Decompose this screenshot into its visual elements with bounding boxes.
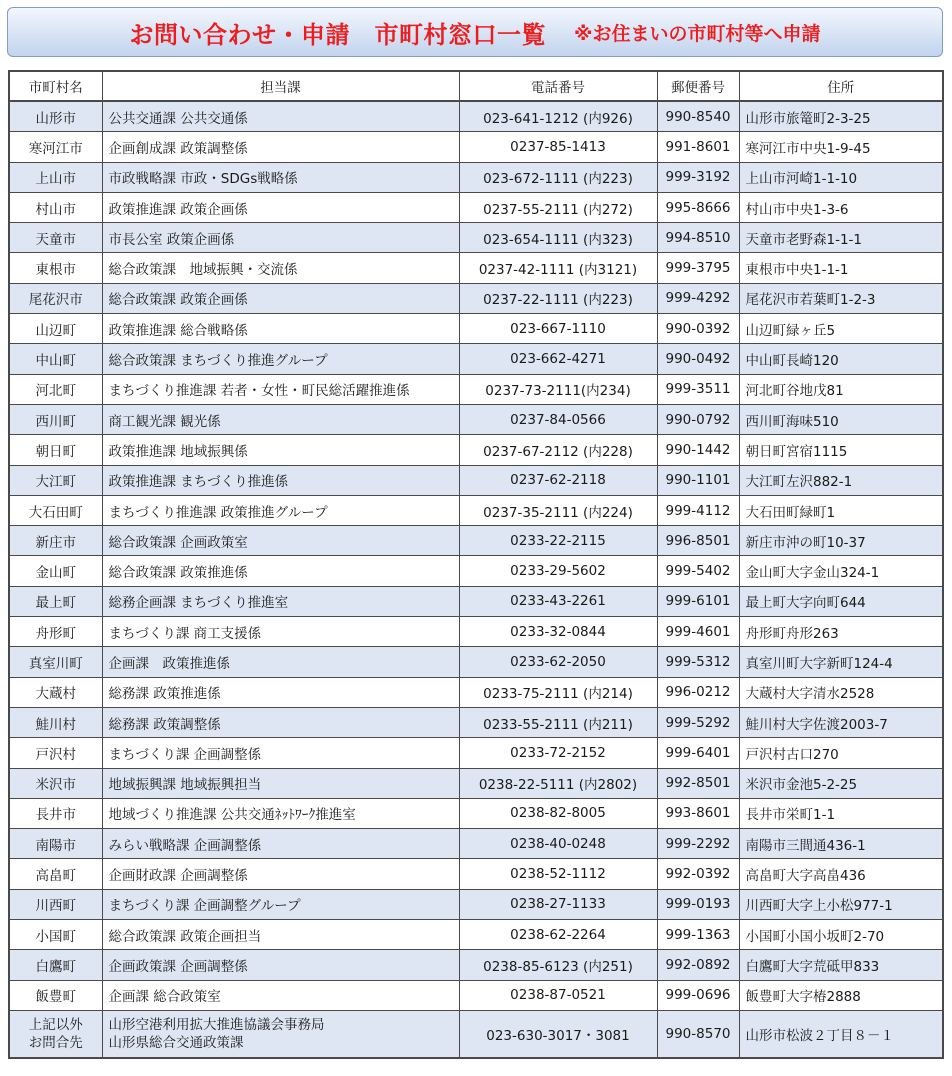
municipality-cell: 金山町 bbox=[9, 556, 102, 586]
phone-cell: 0238-62-2264 bbox=[459, 920, 657, 950]
zip-cell: 992-0392 bbox=[657, 859, 739, 889]
title-note: ※お住まいの市町村等へ申請 bbox=[574, 22, 821, 45]
phone-cell: 0233-22-2115 bbox=[459, 526, 657, 556]
phone-cell: 0237-67-2112 (内228) bbox=[459, 435, 657, 465]
address-cell: 白鷹町大字荒砥甲833 bbox=[739, 950, 943, 980]
department-cell: 企画課 総合政策室 bbox=[102, 980, 459, 1010]
municipality-cell: 最上町 bbox=[9, 586, 102, 616]
phone-cell: 0237-55-2111 (内272) bbox=[459, 192, 657, 222]
department-cell: 政策推進課 政策企画係 bbox=[102, 192, 459, 222]
address-cell: 尾花沢市若葉町1-2-3 bbox=[739, 283, 943, 313]
phone-cell: 0238-52-1112 bbox=[459, 859, 657, 889]
zip-cell: 990-8540 bbox=[657, 101, 739, 132]
address-cell: 新庄市沖の町10-37 bbox=[739, 526, 943, 556]
address-cell: 南陽市三間通436-1 bbox=[739, 829, 943, 859]
other-contact-zip: 990-8570 bbox=[657, 1010, 739, 1058]
municipality-cell: 西川町 bbox=[9, 404, 102, 434]
header-department: 担当課 bbox=[102, 71, 459, 101]
address-cell: 河北町谷地戊81 bbox=[739, 374, 943, 404]
zip-cell: 994-8510 bbox=[657, 223, 739, 253]
zip-cell: 999-5402 bbox=[657, 556, 739, 586]
phone-cell: 0237-85-1413 bbox=[459, 132, 657, 162]
department-cell: 総務課 政策推進係 bbox=[102, 677, 459, 707]
table-row bbox=[9, 223, 943, 253]
municipality-cell: 山形市 bbox=[9, 101, 102, 132]
zip-cell: 999-5292 bbox=[657, 707, 739, 737]
table-row bbox=[9, 495, 943, 525]
department-cell: 企画創成課 政策調整係 bbox=[102, 132, 459, 162]
table-row bbox=[9, 556, 943, 586]
other-contact-name-line2: お問合先 bbox=[28, 1034, 83, 1051]
phone-cell: 0237-42-1111 (内3121) bbox=[459, 253, 657, 283]
municipality-cell: 天童市 bbox=[9, 223, 102, 253]
phone-cell: 0238-22-5111 (内2802) bbox=[459, 768, 657, 798]
department-cell: 総合政策課 地域振興・交流係 bbox=[102, 253, 459, 283]
address-cell: 東根市中央1-1-1 bbox=[739, 253, 943, 283]
table-row bbox=[9, 647, 943, 677]
address-cell: 山辺町緑ヶ丘5 bbox=[739, 314, 943, 344]
phone-cell: 0238-40-0248 bbox=[459, 829, 657, 859]
municipality-cell: 大蔵村 bbox=[9, 677, 102, 707]
department-cell: 地域振興課 地域振興担当 bbox=[102, 768, 459, 798]
phone-cell: 023-641-1212 (内926) bbox=[459, 101, 657, 132]
zip-cell: 999-0696 bbox=[657, 980, 739, 1010]
zip-cell: 999-3795 bbox=[657, 253, 739, 283]
table-row bbox=[9, 526, 943, 556]
department-cell: 市長公室 政策企画係 bbox=[102, 223, 459, 253]
zip-cell: 990-1442 bbox=[657, 435, 739, 465]
address-cell: 寒河江市中央1-9-45 bbox=[739, 132, 943, 162]
department-cell: 総合政策課 政策推進係 bbox=[102, 556, 459, 586]
department-cell: 企画政策課 企画調整係 bbox=[102, 950, 459, 980]
municipality-cell: 新庄市 bbox=[9, 526, 102, 556]
phone-cell: 0237-22-1111 (内223) bbox=[459, 283, 657, 313]
zip-cell: 996-0212 bbox=[657, 677, 739, 707]
zip-cell: 990-0392 bbox=[657, 314, 739, 344]
zip-cell: 991-8601 bbox=[657, 132, 739, 162]
phone-cell: 0233-55-2111 (内211) bbox=[459, 707, 657, 737]
municipality-cell: 中山町 bbox=[9, 344, 102, 374]
table-row bbox=[9, 738, 943, 768]
phone-cell: 023-672-1111 (内223) bbox=[459, 162, 657, 192]
department-cell: 政策推進課 地域振興係 bbox=[102, 435, 459, 465]
phone-cell: 0233-32-0844 bbox=[459, 617, 657, 647]
municipality-cell: 南陽市 bbox=[9, 829, 102, 859]
other-contact-name-line1: 上記以外 bbox=[28, 1016, 83, 1033]
other-contact-phone: 023-630-3017・3081 bbox=[459, 1010, 657, 1058]
department-cell: 政策推進課 まちづくり推進係 bbox=[102, 465, 459, 495]
table-row bbox=[9, 374, 943, 404]
other-contact-department-line2: 山形県総合交通政策課 bbox=[108, 1034, 244, 1051]
address-cell: 朝日町宮宿1115 bbox=[739, 435, 943, 465]
header-phone: 電話番号 bbox=[459, 71, 657, 101]
header-address: 住所 bbox=[739, 71, 943, 101]
zip-cell: 999-0193 bbox=[657, 889, 739, 919]
zip-cell: 999-3511 bbox=[657, 374, 739, 404]
phone-cell: 0238-85-6123 (内251) bbox=[459, 950, 657, 980]
municipality-cell: 川西町 bbox=[9, 889, 102, 919]
contact-table bbox=[8, 70, 944, 1059]
phone-cell: 0237-62-2118 bbox=[459, 465, 657, 495]
address-cell: 長井市栄町1-1 bbox=[739, 798, 943, 828]
address-cell: 大蔵村大字清水2528 bbox=[739, 677, 943, 707]
phone-cell: 0233-62-2050 bbox=[459, 647, 657, 677]
phone-cell: 0238-27-1133 bbox=[459, 889, 657, 919]
department-cell: みらい戦略課 企画調整係 bbox=[102, 829, 459, 859]
zip-cell: 999-6401 bbox=[657, 738, 739, 768]
address-cell: 戸沢村古口270 bbox=[739, 738, 943, 768]
municipality-cell: 上山市 bbox=[9, 162, 102, 192]
other-contact-name bbox=[9, 1010, 102, 1058]
table-row bbox=[9, 314, 943, 344]
address-cell: 中山町長崎120 bbox=[739, 344, 943, 374]
address-cell: 米沢市金池5-2-25 bbox=[739, 768, 943, 798]
zip-cell: 999-4112 bbox=[657, 495, 739, 525]
municipality-cell: 山辺町 bbox=[9, 314, 102, 344]
table-row bbox=[9, 162, 943, 192]
zip-cell: 990-1101 bbox=[657, 465, 739, 495]
address-cell: 高畠町大字高畠436 bbox=[739, 859, 943, 889]
address-cell: 鮭川村大字佐渡2003-7 bbox=[739, 707, 943, 737]
phone-cell: 023-667-1110 bbox=[459, 314, 657, 344]
phone-cell: 023-662-4271 bbox=[459, 344, 657, 374]
zip-cell: 993-8601 bbox=[657, 798, 739, 828]
table-row bbox=[9, 829, 943, 859]
other-contact-department bbox=[102, 1010, 459, 1058]
phone-cell: 0237-35-2111 (内224) bbox=[459, 495, 657, 525]
phone-cell: 023-654-1111 (内323) bbox=[459, 223, 657, 253]
phone-cell: 0233-29-5602 bbox=[459, 556, 657, 586]
municipality-cell: 村山市 bbox=[9, 192, 102, 222]
department-cell: 総合政策課 政策企画係 bbox=[102, 283, 459, 313]
table-row bbox=[9, 465, 943, 495]
table-row bbox=[9, 677, 943, 707]
table-row bbox=[9, 889, 943, 919]
zip-cell: 999-4292 bbox=[657, 283, 739, 313]
department-cell: まちづくり推進課 若者・女性・町民総活躍推進係 bbox=[102, 374, 459, 404]
municipality-cell: 白鷹町 bbox=[9, 950, 102, 980]
table-row bbox=[9, 253, 943, 283]
header-municipality: 市町村名 bbox=[9, 71, 102, 101]
department-cell: 地域づくり推進課 公共交通ﾈｯﾄﾜｰｸ推進室 bbox=[102, 798, 459, 828]
department-cell: 総務企画課 まちづくり推進室 bbox=[102, 586, 459, 616]
municipality-cell: 真室川町 bbox=[9, 647, 102, 677]
table-row bbox=[9, 435, 943, 465]
address-cell: 大江町左沢882-1 bbox=[739, 465, 943, 495]
department-cell: 総務課 政策調整係 bbox=[102, 707, 459, 737]
municipality-cell: 舟形町 bbox=[9, 617, 102, 647]
address-cell: 西川町海味510 bbox=[739, 404, 943, 434]
department-cell: 総合政策課 まちづくり推進グループ bbox=[102, 344, 459, 374]
zip-cell: 999-5312 bbox=[657, 647, 739, 677]
phone-cell: 0233-75-2111 (内214) bbox=[459, 677, 657, 707]
title-banner bbox=[7, 7, 943, 57]
table-row bbox=[9, 798, 943, 828]
municipality-cell: 寒河江市 bbox=[9, 132, 102, 162]
department-cell: 総合政策課 企画政策室 bbox=[102, 526, 459, 556]
department-cell: 政策推進課 総合戦略係 bbox=[102, 314, 459, 344]
municipality-cell: 戸沢村 bbox=[9, 738, 102, 768]
zip-cell: 996-8501 bbox=[657, 526, 739, 556]
zip-cell: 999-1363 bbox=[657, 920, 739, 950]
municipality-cell: 高畠町 bbox=[9, 859, 102, 889]
address-cell: 天童市老野森1-1-1 bbox=[739, 223, 943, 253]
address-cell: 飯豊町大字椿2888 bbox=[739, 980, 943, 1010]
department-cell: 企画財政課 企画調整係 bbox=[102, 859, 459, 889]
department-cell: まちづくり課 商工支援係 bbox=[102, 617, 459, 647]
address-cell: 真室川町大字新町124-4 bbox=[739, 647, 943, 677]
department-cell: まちづくり課 企画調整係 bbox=[102, 738, 459, 768]
table-row bbox=[9, 404, 943, 434]
phone-cell: 0233-43-2261 bbox=[459, 586, 657, 616]
table-row bbox=[9, 192, 943, 222]
table-row bbox=[9, 132, 943, 162]
table-row bbox=[9, 980, 943, 1010]
address-cell: 村山市中央1-3-6 bbox=[739, 192, 943, 222]
address-cell: 金山町大字金山324-1 bbox=[739, 556, 943, 586]
address-cell: 山形市旅篭町2-3-25 bbox=[739, 101, 943, 132]
table-row bbox=[9, 283, 943, 313]
municipality-cell: 小国町 bbox=[9, 920, 102, 950]
table-row bbox=[9, 707, 943, 737]
address-cell: 上山市河崎1-1-10 bbox=[739, 162, 943, 192]
table-header-row bbox=[9, 71, 943, 101]
zip-cell: 992-0892 bbox=[657, 950, 739, 980]
department-cell: 企画課 政策推進係 bbox=[102, 647, 459, 677]
table-row bbox=[9, 344, 943, 374]
table-row bbox=[9, 950, 943, 980]
municipality-cell: 飯豊町 bbox=[9, 980, 102, 1010]
municipality-cell: 河北町 bbox=[9, 374, 102, 404]
phone-cell: 0238-87-0521 bbox=[459, 980, 657, 1010]
address-cell: 小国町小国小坂町2-70 bbox=[739, 920, 943, 950]
department-cell: 商工観光課 観光係 bbox=[102, 404, 459, 434]
page-title: お問い合わせ・申請 市町村窓口一覧 bbox=[129, 20, 546, 49]
municipality-cell: 大石田町 bbox=[9, 495, 102, 525]
other-contact-department-line1: 山形空港利用拡大推進協議会事務局 bbox=[108, 1016, 325, 1033]
municipality-cell: 朝日町 bbox=[9, 435, 102, 465]
table-row bbox=[9, 920, 943, 950]
municipality-cell: 長井市 bbox=[9, 798, 102, 828]
phone-cell: 0238-82-8005 bbox=[459, 798, 657, 828]
department-cell: 公共交通課 公共交通係 bbox=[102, 101, 459, 132]
zip-cell: 990-0492 bbox=[657, 344, 739, 374]
municipality-cell: 東根市 bbox=[9, 253, 102, 283]
table-row bbox=[9, 768, 943, 798]
table-row bbox=[9, 101, 943, 132]
municipality-cell: 米沢市 bbox=[9, 768, 102, 798]
table-row bbox=[9, 617, 943, 647]
municipality-cell: 大江町 bbox=[9, 465, 102, 495]
phone-cell: 0237-73-2111(内234) bbox=[459, 374, 657, 404]
table-row-other-contact bbox=[9, 1010, 943, 1058]
municipality-cell: 鮭川村 bbox=[9, 707, 102, 737]
table-row bbox=[9, 586, 943, 616]
phone-cell: 0233-72-2152 bbox=[459, 738, 657, 768]
zip-cell: 999-3192 bbox=[657, 162, 739, 192]
zip-cell: 999-4601 bbox=[657, 617, 739, 647]
other-contact-address: 山形市松波２丁目８－１ bbox=[739, 1010, 943, 1058]
address-cell: 舟形町舟形263 bbox=[739, 617, 943, 647]
municipality-cell: 尾花沢市 bbox=[9, 283, 102, 313]
zip-cell: 995-8666 bbox=[657, 192, 739, 222]
zip-cell: 992-8501 bbox=[657, 768, 739, 798]
department-cell: 市政戦略課 市政・SDGs戦略係 bbox=[102, 162, 459, 192]
address-cell: 大石田町緑町1 bbox=[739, 495, 943, 525]
table-row bbox=[9, 859, 943, 889]
department-cell: まちづくり推進課 政策推進グループ bbox=[102, 495, 459, 525]
zip-cell: 999-6101 bbox=[657, 586, 739, 616]
zip-cell: 999-2292 bbox=[657, 829, 739, 859]
address-cell: 川西町大字上小松977-1 bbox=[739, 889, 943, 919]
header-zip: 郵便番号 bbox=[657, 71, 739, 101]
address-cell: 最上町大字向町644 bbox=[739, 586, 943, 616]
phone-cell: 0237-84-0566 bbox=[459, 404, 657, 434]
department-cell: まちづくり課 企画調整グループ bbox=[102, 889, 459, 919]
zip-cell: 990-0792 bbox=[657, 404, 739, 434]
department-cell: 総合政策課 政策企画担当 bbox=[102, 920, 459, 950]
